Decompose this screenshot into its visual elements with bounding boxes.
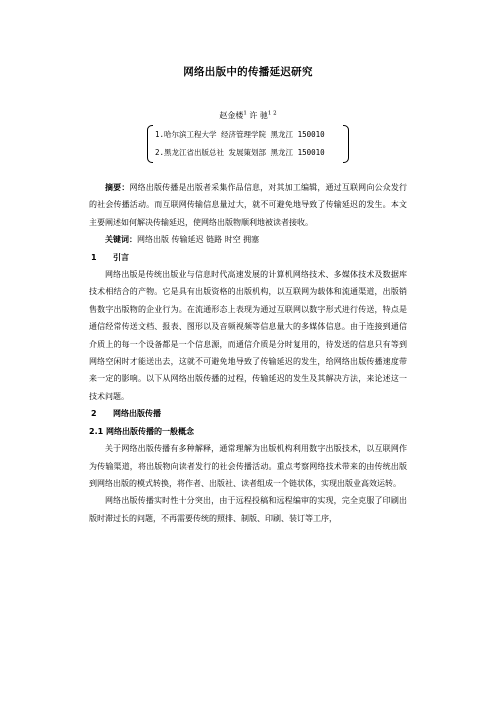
affiliation-2: 2.黑龙江省出版总社 发展策划部 黑龙江 150010 xyxy=(155,148,325,157)
section-2-number: 2 xyxy=(91,409,97,419)
affiliation-block xyxy=(147,125,349,163)
section-2-heading xyxy=(89,405,407,422)
subsection-2-1-heading: 2.1 网络出版传播的一般概念 xyxy=(89,426,194,436)
author-1: 赵金楼 xyxy=(219,111,244,120)
abstract-section xyxy=(89,179,407,527)
section-1-title: 引言 xyxy=(113,252,129,262)
keywords-text: 网络出版 传输延迟 链路 时空 拥塞 xyxy=(137,235,260,245)
keywords-paragraph xyxy=(89,231,407,248)
left-bracket xyxy=(147,125,153,163)
abstract-label: 摘要： xyxy=(105,183,130,192)
abstract-paragraph xyxy=(89,179,407,231)
author-line xyxy=(0,110,496,121)
abstract-text: 网络出版传播是出版者采集作品信息，对其加工编辑，通过互联网向公众发行的社会传播活动。而互联网传输信息量过大，就不可避免地导致了传输延迟的发生。本文主要阐述如何解决传输延迟，使网络出版物顺利地被读者接收。 xyxy=(89,183,407,227)
author-2: 许 驰 xyxy=(249,111,268,120)
subsection-2-1-paragraph-2: 网络出版传播实时性十分突出，由于远程投稿和远程编审的实现，完全克服了印刷出版时滞过长的问题，不再需要传统的照排、制版、印刷、装订等工序， xyxy=(89,496,407,523)
section-2-title: 网络出版传播 xyxy=(113,409,161,419)
section-1-paragraph: 网络出版是传统出版业与信息时代高速发展的计算机网络技术、多媒体技术及数据库技术相结合的产物。它是具有出版资格的出版机构，以互联网为载体和流通渠道，出版销售数字出版物的企业行为。在流通形态上表现为通过互联网以数字形式进行传送，特点是通信经常传送文档、报表、图形以及音频视频等信息量大的多媒体信息。由于连接到通信介质上的每一个设备都是一个信息源，而通信介质是分时复用的，待发送的信息只有等到网络空闲时才能送出去，这就不可避免地导致了传输延迟的发生，给网络出版传播速度带来一定的影响。以下从网络出版传播的过程，传输延迟的发生及其解决方法，来论述这一技术问题。 xyxy=(89,270,407,401)
subsection-2-1-paragraph-1: 关于网络出版传播有多种解释，通常理解为出版机构利用数字出版技术，以互联网作为传输渠道，将出版物向读者发行的社会传播活动。重点考察网络技术带来的由传统出版到网络出版的模式转换，将作者、出版社、读者组成一个链状体，实现出版业高效运转。 xyxy=(89,444,407,488)
keywords-label: 关键词： xyxy=(105,235,137,245)
affiliation-1: 1.哈尔滨工程大学 经济管理学院 黑龙江 150010 xyxy=(155,130,325,139)
paper-title: 网络出版中的传播延迟研究 xyxy=(183,66,313,78)
author-2-affil-mark: 1 2 xyxy=(267,110,277,117)
author-1-affil-mark: 1 xyxy=(243,110,247,117)
section-1-heading xyxy=(89,249,407,266)
section-1-number: 1 xyxy=(91,252,97,262)
right-bracket xyxy=(343,125,349,163)
